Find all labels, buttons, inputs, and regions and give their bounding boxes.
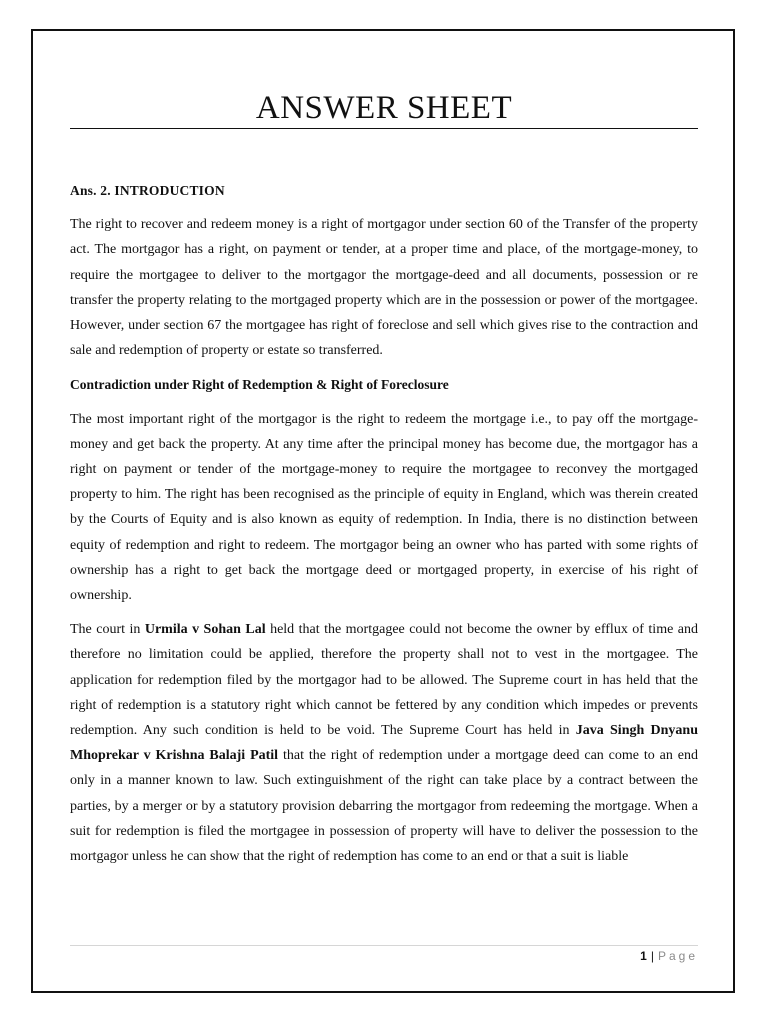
- intro-paragraph: The right to recover and redeem money is a right of mortgagor under section 60 of the Transfer of the property act. The mortgagor has a right, on payment or tender, at a proper time and place, of the mortgage-money, to require the mortgagee to deliver to the mortgagor the mortgage-deed and all documents, possession or re transfer the property relating to the mortgaged property which are in the possession or power of the mortgagee. However, under section 67 the mortgagee has right of foreclose and sell which gives rise to the contraction and sale and redemption of property or estate so transferred.: [70, 217, 698, 359]
- answer-heading: Ans. 2. INTRODUCTION: [70, 183, 225, 198]
- page-word: Page: [657, 949, 698, 963]
- page-footer: [640, 947, 698, 965]
- footer-separator: |: [650, 949, 654, 963]
- paragraph-text: The court in: [70, 622, 145, 638]
- paragraph-text: that the right of redemption under a mortgage deed can come to an end only in a manner known to law. Such extinguishment of the right can take place by a contract between the parties, by a merger or by a statutory provision debarring the mortgagor from redeeming the mortgage. When a suit for redemption is filed the mortgagee in possession of property will have to deliver the possession to the mortgagor unless he can show that the right of redemption has come to an end or that a suit is liable: [70, 748, 698, 865]
- case-citation-java-singh: Java Singh Dnyanu Mhoprekar v Krishna Balaji Patil: [70, 723, 698, 764]
- page-number: 1: [640, 949, 647, 963]
- paragraph-redemption-right: The most important right of the mortgagor is the right to redeem the mortgage i.e., to pay off the mortgage-money and get back the property. At any time after the principal money has become due, the mortgagor has a right on payment or tender of the mortgage-money to require the mortgagee to reconvey the mortgaged property to him. The right has been recognised as the principle of equity in England, which was therein created by the Courts of Equity and is also known as equity of redemption. In India, there is no distinction between equity of redemption and right to redeem. The mortgagor being an owner who has parted with some rights of ownership has a right to get back the mortgage deed or mortgaged property, in exercise of his right of ownership.: [70, 411, 698, 604]
- title-underline: [70, 128, 698, 129]
- footer-divider: [70, 945, 698, 946]
- section-subheading: Contradiction under Right of Redemption & Right of Foreclosure: [70, 377, 449, 393]
- document-body: [70, 178, 698, 878]
- case-citation-urmila: Urmila v Sohan Lal: [144, 622, 266, 638]
- paragraph-case-law: [70, 617, 698, 869]
- paragraph-text: held that the mortgagee could not become the owner by efflux of time and therefore no limitation could be applied, therefore the property shall not to vest in the mortgagee. The application for redemption filed by the mortgagor had to be allowed. The Supreme court in has held that the right of redemption is a statutory right which cannot be fettered by any condition which impedes or prevents redemption. Any such condition is held to be void. The Supreme Court has held in: [70, 622, 698, 739]
- document-title: ANSWER SHEET: [255, 90, 513, 126]
